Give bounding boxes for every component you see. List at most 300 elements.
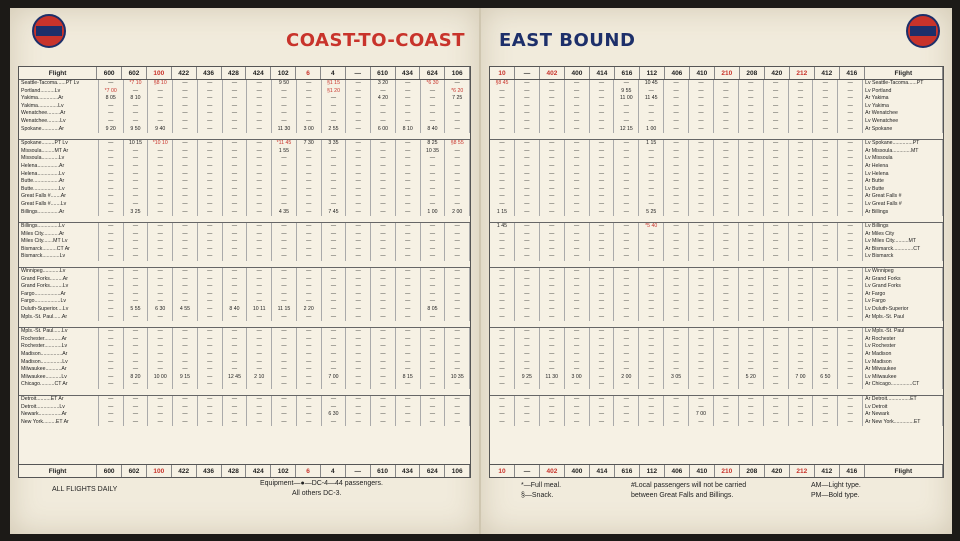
time-cell: — bbox=[322, 351, 347, 359]
time-cell: — bbox=[297, 351, 322, 359]
flight-label: Flight bbox=[865, 67, 943, 79]
time-cell: — bbox=[148, 88, 173, 96]
time-cell: — bbox=[99, 404, 124, 412]
time-cell: — bbox=[614, 246, 639, 254]
time-cell: — bbox=[322, 343, 347, 351]
time-cell: — bbox=[272, 359, 297, 367]
time-cell: — bbox=[322, 246, 347, 254]
time-cell: — bbox=[789, 276, 814, 284]
flight-number: — bbox=[515, 465, 540, 477]
time-cell: — bbox=[764, 238, 789, 246]
flight-number: 610 bbox=[371, 465, 396, 477]
time-cell: — bbox=[838, 343, 863, 351]
time-cell: — bbox=[173, 276, 198, 284]
time-cell: — bbox=[838, 268, 863, 276]
time-cell: — bbox=[664, 291, 689, 299]
time-cell: — bbox=[689, 381, 714, 389]
time-cell: — bbox=[198, 246, 223, 254]
local-note: #Local passengers will not be carried bbox=[631, 482, 747, 489]
time-cell: — bbox=[789, 231, 814, 239]
time-cell: — bbox=[540, 231, 565, 239]
time-cell: — bbox=[540, 366, 565, 374]
time-cell: — bbox=[99, 155, 124, 163]
time-cell: — bbox=[371, 171, 396, 179]
time-cell: — bbox=[346, 103, 371, 111]
station-name: Lv Butte bbox=[863, 186, 943, 194]
time-cell: — bbox=[714, 253, 739, 261]
time-cell: — bbox=[490, 238, 515, 246]
time-cell: — bbox=[764, 231, 789, 239]
table-row bbox=[19, 283, 470, 291]
time-cell: — bbox=[639, 283, 664, 291]
time-cell: — bbox=[445, 186, 470, 194]
time-cell: — bbox=[590, 381, 615, 389]
time-cell: — bbox=[346, 396, 371, 404]
time-cell: — bbox=[764, 268, 789, 276]
time-cell: — bbox=[565, 148, 590, 156]
time-cell: — bbox=[614, 155, 639, 163]
time-cell: — bbox=[371, 351, 396, 359]
time-cell: — bbox=[714, 155, 739, 163]
station-name: Lv Grand Forks bbox=[863, 283, 943, 291]
time-cell: — bbox=[346, 336, 371, 344]
time-cell: — bbox=[714, 231, 739, 239]
time-cell: — bbox=[297, 336, 322, 344]
station-name: Lv Great Falls # bbox=[863, 201, 943, 209]
time-cell: — bbox=[540, 238, 565, 246]
time-cell: — bbox=[664, 328, 689, 336]
table-row bbox=[19, 276, 470, 284]
time-cell: — bbox=[396, 404, 421, 412]
time-cell: 2 20 bbox=[297, 306, 322, 314]
time-cell: — bbox=[247, 209, 272, 217]
time-cell: — bbox=[614, 178, 639, 186]
time-cell: 3 35 bbox=[322, 140, 347, 148]
flight-number: 414 bbox=[590, 67, 615, 79]
station-name: Lv Bismarck bbox=[863, 253, 943, 261]
time-cell: — bbox=[515, 359, 540, 367]
table-row bbox=[19, 267, 470, 276]
station-name: Detroit................Lv bbox=[19, 404, 99, 412]
time-cell: — bbox=[540, 186, 565, 194]
table-row bbox=[490, 343, 943, 351]
time-cell: — bbox=[173, 155, 198, 163]
time-cell: — bbox=[445, 223, 470, 231]
table-row bbox=[19, 359, 470, 367]
time-cell: — bbox=[764, 178, 789, 186]
time-cell: — bbox=[764, 118, 789, 126]
time-cell: — bbox=[813, 336, 838, 344]
time-cell: — bbox=[789, 140, 814, 148]
time-cell: — bbox=[789, 178, 814, 186]
time-cell: — bbox=[148, 238, 173, 246]
time-cell: — bbox=[490, 178, 515, 186]
time-cell: — bbox=[739, 95, 764, 103]
flight-number: 600 bbox=[97, 67, 122, 79]
time-cell: — bbox=[813, 178, 838, 186]
time-cell: — bbox=[838, 374, 863, 382]
time-cell: — bbox=[297, 88, 322, 96]
time-cell: — bbox=[714, 209, 739, 217]
time-cell: — bbox=[99, 163, 124, 171]
time-cell: — bbox=[223, 381, 248, 389]
time-cell: — bbox=[639, 396, 664, 404]
station-name: Missoula............Lv bbox=[19, 155, 99, 163]
time-cell: — bbox=[689, 419, 714, 427]
time-cell: 9 20 bbox=[99, 126, 124, 134]
time-cell: — bbox=[173, 238, 198, 246]
time-cell: — bbox=[590, 411, 615, 419]
time-cell: — bbox=[396, 110, 421, 118]
time-cell: — bbox=[490, 381, 515, 389]
time-cell: — bbox=[515, 253, 540, 261]
table-row bbox=[490, 80, 943, 88]
time-cell: 11 45 bbox=[639, 95, 664, 103]
time-cell: — bbox=[421, 118, 446, 126]
time-cell: — bbox=[813, 396, 838, 404]
time-cell: 3 20 bbox=[371, 80, 396, 88]
time-cell: — bbox=[223, 246, 248, 254]
time-cell: — bbox=[838, 381, 863, 389]
time-cell: — bbox=[346, 411, 371, 419]
time-cell: — bbox=[198, 298, 223, 306]
time-cell: — bbox=[639, 110, 664, 118]
time-cell: — bbox=[614, 351, 639, 359]
time-cell: — bbox=[515, 404, 540, 412]
time-cell: — bbox=[515, 351, 540, 359]
time-cell: — bbox=[173, 80, 198, 88]
table-row bbox=[19, 110, 470, 118]
time-cell: — bbox=[445, 276, 470, 284]
time-cell: — bbox=[223, 80, 248, 88]
time-cell: 1 15 bbox=[639, 140, 664, 148]
time-cell: — bbox=[322, 328, 347, 336]
time-cell: — bbox=[322, 231, 347, 239]
station-name: Lv Seattle-Tacoma......PT bbox=[863, 80, 943, 88]
time-cell: — bbox=[223, 411, 248, 419]
time-cell: — bbox=[714, 118, 739, 126]
time-cell: — bbox=[813, 126, 838, 134]
flight-number: 602 bbox=[122, 67, 147, 79]
time-cell: — bbox=[614, 396, 639, 404]
time-cell: — bbox=[99, 110, 124, 118]
time-cell: — bbox=[371, 404, 396, 412]
time-cell: — bbox=[421, 396, 446, 404]
time-cell: — bbox=[739, 155, 764, 163]
time-cell: — bbox=[396, 171, 421, 179]
time-cell: — bbox=[614, 238, 639, 246]
time-cell: — bbox=[396, 283, 421, 291]
time-cell: — bbox=[124, 118, 149, 126]
flight-number: 402 bbox=[540, 465, 565, 477]
time-cell: — bbox=[346, 238, 371, 246]
time-cell: — bbox=[173, 95, 198, 103]
time-cell: — bbox=[445, 201, 470, 209]
table-row bbox=[19, 336, 470, 344]
time-cell: — bbox=[346, 163, 371, 171]
time-cell: — bbox=[838, 148, 863, 156]
time-cell: 8 40 bbox=[421, 126, 446, 134]
time-cell: — bbox=[515, 411, 540, 419]
table-row bbox=[19, 381, 470, 389]
time-cell: — bbox=[590, 404, 615, 412]
time-cell: — bbox=[490, 148, 515, 156]
time-cell: — bbox=[198, 126, 223, 134]
time-cell: — bbox=[764, 374, 789, 382]
table-row bbox=[19, 314, 470, 322]
time-cell: — bbox=[445, 314, 470, 322]
time-cell: — bbox=[371, 336, 396, 344]
time-cell: — bbox=[124, 193, 149, 201]
right-page bbox=[479, 8, 952, 534]
time-cell: — bbox=[565, 238, 590, 246]
time-cell: — bbox=[124, 88, 149, 96]
time-cell: — bbox=[198, 88, 223, 96]
time-cell: — bbox=[614, 223, 639, 231]
time-cell: — bbox=[714, 381, 739, 389]
time-cell: — bbox=[124, 276, 149, 284]
time-cell: — bbox=[515, 283, 540, 291]
time-cell: — bbox=[515, 163, 540, 171]
time-cell: — bbox=[297, 291, 322, 299]
time-cell: — bbox=[445, 103, 470, 111]
table-row bbox=[19, 80, 470, 88]
time-cell: — bbox=[838, 171, 863, 179]
time-cell: — bbox=[198, 80, 223, 88]
time-cell: — bbox=[739, 201, 764, 209]
time-cell: — bbox=[764, 223, 789, 231]
snack-note: §—Snack. bbox=[521, 492, 554, 499]
time-cell: — bbox=[297, 148, 322, 156]
time-cell: — bbox=[99, 201, 124, 209]
station-name: Ar Wenatchee bbox=[863, 110, 943, 118]
time-cell: — bbox=[515, 140, 540, 148]
time-cell: — bbox=[565, 155, 590, 163]
time-cell: — bbox=[297, 231, 322, 239]
time-cell: — bbox=[421, 283, 446, 291]
time-cell: — bbox=[272, 336, 297, 344]
time-cell: 9 40 bbox=[148, 126, 173, 134]
time-cell: — bbox=[223, 276, 248, 284]
time-cell: — bbox=[813, 140, 838, 148]
time-cell: — bbox=[590, 314, 615, 322]
time-cell: — bbox=[198, 253, 223, 261]
time-cell: — bbox=[689, 276, 714, 284]
time-cell: — bbox=[739, 80, 764, 88]
station-name: Ar Bismarck..............CT bbox=[863, 246, 943, 254]
time-cell: — bbox=[540, 126, 565, 134]
time-cell: — bbox=[173, 193, 198, 201]
time-cell: — bbox=[148, 201, 173, 209]
time-cell: — bbox=[346, 178, 371, 186]
time-cell: — bbox=[346, 246, 371, 254]
time-cell: — bbox=[173, 411, 198, 419]
station-name: Lv Duluth-Superior bbox=[863, 306, 943, 314]
time-cell: 7 45 bbox=[322, 209, 347, 217]
station-name: Ar Fargo bbox=[863, 291, 943, 299]
time-cell: — bbox=[714, 126, 739, 134]
flight-number: 624 bbox=[420, 465, 445, 477]
time-cell: — bbox=[421, 88, 446, 96]
time-cell: — bbox=[813, 148, 838, 156]
table-row bbox=[19, 419, 470, 427]
table-row bbox=[490, 148, 943, 156]
time-cell: — bbox=[99, 381, 124, 389]
time-cell: — bbox=[272, 314, 297, 322]
time-cell: — bbox=[99, 231, 124, 239]
time-cell: — bbox=[322, 291, 347, 299]
time-cell: — bbox=[515, 381, 540, 389]
time-cell: — bbox=[346, 186, 371, 194]
time-cell: — bbox=[689, 283, 714, 291]
time-cell: — bbox=[764, 103, 789, 111]
time-cell: — bbox=[421, 95, 446, 103]
time-cell: — bbox=[838, 95, 863, 103]
time-cell: — bbox=[297, 404, 322, 412]
time-cell: — bbox=[540, 343, 565, 351]
time-cell: — bbox=[445, 306, 470, 314]
time-cell: — bbox=[764, 336, 789, 344]
time-cell: — bbox=[124, 359, 149, 367]
time-cell: — bbox=[346, 381, 371, 389]
time-cell: — bbox=[346, 298, 371, 306]
time-cell: — bbox=[540, 88, 565, 96]
time-cell: — bbox=[664, 110, 689, 118]
time-cell: — bbox=[445, 381, 470, 389]
time-cell: — bbox=[322, 253, 347, 261]
time-cell: — bbox=[540, 419, 565, 427]
time-cell: 10 15 bbox=[124, 140, 149, 148]
time-cell: — bbox=[664, 343, 689, 351]
flight-number: 416 bbox=[840, 67, 865, 79]
time-cell: 9 50 bbox=[124, 126, 149, 134]
time-cell: — bbox=[789, 366, 814, 374]
time-cell: — bbox=[789, 209, 814, 217]
time-cell: — bbox=[614, 306, 639, 314]
time-cell: — bbox=[813, 291, 838, 299]
time-cell: — bbox=[739, 231, 764, 239]
time-cell: — bbox=[739, 419, 764, 427]
station-name: Lv Wenatchee bbox=[863, 118, 943, 126]
time-cell: — bbox=[639, 374, 664, 382]
time-cell: — bbox=[198, 95, 223, 103]
time-cell: — bbox=[490, 291, 515, 299]
station-name: Milwaukee...........Ar bbox=[19, 366, 99, 374]
station-name: Lv Billings bbox=[863, 223, 943, 231]
time-cell: — bbox=[322, 201, 347, 209]
time-cell: §1 20 bbox=[322, 88, 347, 96]
time-cell: — bbox=[515, 336, 540, 344]
time-cell: — bbox=[689, 246, 714, 254]
time-cell: — bbox=[396, 231, 421, 239]
time-cell: — bbox=[371, 343, 396, 351]
time-cell: 10 00 bbox=[148, 374, 173, 382]
time-cell: — bbox=[490, 404, 515, 412]
time-cell: — bbox=[247, 178, 272, 186]
time-cell: 4 55 bbox=[173, 306, 198, 314]
time-cell: — bbox=[838, 298, 863, 306]
time-cell: — bbox=[639, 201, 664, 209]
time-cell: — bbox=[789, 343, 814, 351]
time-cell: — bbox=[515, 291, 540, 299]
time-cell: — bbox=[565, 201, 590, 209]
time-cell: — bbox=[272, 186, 297, 194]
time-cell: — bbox=[764, 193, 789, 201]
time-cell: — bbox=[124, 231, 149, 239]
flight-number: 102 bbox=[271, 67, 296, 79]
time-cell: — bbox=[346, 276, 371, 284]
time-cell: — bbox=[639, 343, 664, 351]
time-cell: — bbox=[490, 306, 515, 314]
time-cell: — bbox=[590, 201, 615, 209]
table-row bbox=[19, 186, 470, 194]
time-cell: — bbox=[789, 238, 814, 246]
time-cell: — bbox=[198, 201, 223, 209]
time-cell: — bbox=[789, 95, 814, 103]
time-cell: — bbox=[99, 366, 124, 374]
time-cell: — bbox=[223, 209, 248, 217]
time-cell: — bbox=[515, 193, 540, 201]
time-cell: — bbox=[838, 253, 863, 261]
time-cell: — bbox=[565, 110, 590, 118]
time-cell: — bbox=[346, 95, 371, 103]
time-cell: — bbox=[272, 343, 297, 351]
flight-number: 424 bbox=[246, 67, 271, 79]
time-cell: — bbox=[764, 283, 789, 291]
time-cell: — bbox=[689, 155, 714, 163]
station-name: Billings...............Lv bbox=[19, 223, 99, 231]
time-cell: — bbox=[99, 374, 124, 382]
time-cell: — bbox=[739, 314, 764, 322]
time-cell: — bbox=[739, 396, 764, 404]
time-cell: — bbox=[540, 404, 565, 412]
time-cell: — bbox=[540, 171, 565, 179]
table-row bbox=[490, 336, 943, 344]
time-cell: — bbox=[689, 396, 714, 404]
time-cell: — bbox=[590, 155, 615, 163]
time-cell: — bbox=[689, 209, 714, 217]
time-cell: — bbox=[614, 231, 639, 239]
time-cell: — bbox=[124, 155, 149, 163]
time-cell: — bbox=[247, 253, 272, 261]
time-cell: — bbox=[198, 396, 223, 404]
time-cell: — bbox=[346, 171, 371, 179]
time-cell: — bbox=[739, 366, 764, 374]
time-cell: — bbox=[689, 359, 714, 367]
time-cell: — bbox=[346, 88, 371, 96]
time-cell: 1 00 bbox=[421, 209, 446, 217]
time-cell: — bbox=[346, 291, 371, 299]
time-cell: — bbox=[614, 193, 639, 201]
flight-number: 210 bbox=[715, 67, 740, 79]
time-cell: — bbox=[223, 366, 248, 374]
time-cell: — bbox=[421, 223, 446, 231]
time-cell: — bbox=[540, 411, 565, 419]
station-name: Ar Newark bbox=[863, 411, 943, 419]
time-cell: — bbox=[813, 246, 838, 254]
time-cell: — bbox=[124, 328, 149, 336]
station-name: Grand Forks.........Ar bbox=[19, 276, 99, 284]
time-cell: — bbox=[789, 336, 814, 344]
flight-number: 616 bbox=[615, 67, 640, 79]
time-cell: — bbox=[838, 186, 863, 194]
time-cell: — bbox=[223, 223, 248, 231]
time-cell: — bbox=[223, 404, 248, 412]
time-cell: — bbox=[565, 223, 590, 231]
time-cell: — bbox=[148, 163, 173, 171]
time-cell: — bbox=[173, 343, 198, 351]
time-cell: — bbox=[739, 268, 764, 276]
